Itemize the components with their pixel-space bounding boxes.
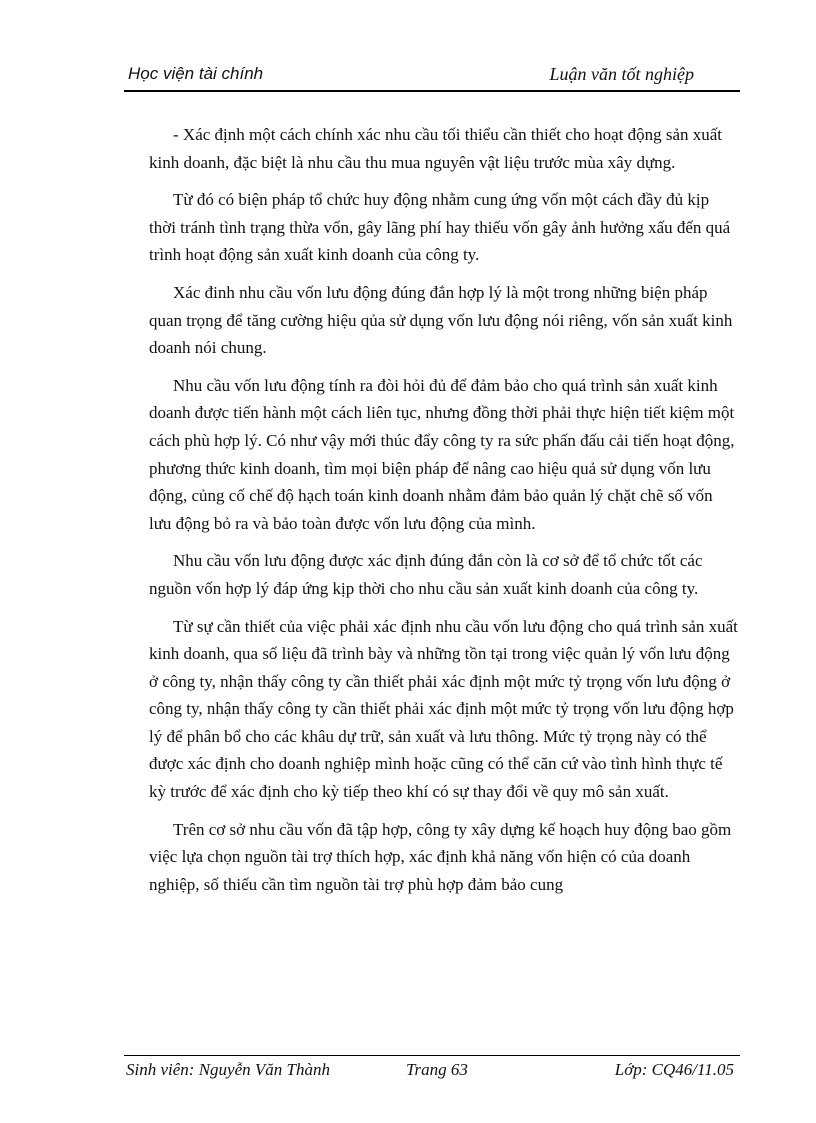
paragraph: Từ đó có biện pháp tổ chức huy động nhằm cung ứng vốn một cách đầy đủ kịp thời tránh tình trạng thừa vốn, gây lãng phí hay thiếu vốn gây ảnh hưởng xấu đến quá trình hoạt động sản xuất kinh doanh của công ty. bbox=[149, 190, 731, 265]
header-institution: Học viện tài chính bbox=[128, 64, 264, 83]
header-document-type: Luận văn tốt nghiệp bbox=[549, 64, 694, 84]
footer-page-number: Trang 63 bbox=[406, 1060, 468, 1079]
body-text bbox=[149, 121, 739, 908]
paragraph: - Xác định một cách chính xác nhu cầu tối thiểu cần thiết cho hoạt động sản xuất kinh doanh, đặc biệt là nhu cầu thu mua nguyên vật liệu trước mùa xây dựng. bbox=[149, 125, 723, 172]
footer-class: Lớp: CQ46/11.05 bbox=[614, 1060, 734, 1079]
paragraph: Nhu cầu vốn lưu động được xác định đúng đắn còn là cơ sở để tổ chức tốt các nguồn vốn hợp lý đáp ứng kịp thời cho nhu cầu sản xuất kinh doanh của công ty. bbox=[149, 551, 703, 598]
page-footer bbox=[124, 1055, 740, 1086]
paragraph: Từ sự cần thiết của việc phải xác định nhu cầu vốn lưu động cho quá trình sản xuất kinh doanh, qua số liệu đã trình bày và những tồn tại trong việc quản lý vốn lưu động ở công ty, nhận thấy công ty cần thiết phải xác định một mức tỷ trọng vốn lưu động ở công ty, nhận thấy công ty cần thiết phải xác định một mức tỷ trọng vốn lưu động hợp lý để phân bổ cho các khâu dự trữ, sản xuất và lưu thông. Mức tỷ trọng này có thể được xác định cho doanh nghiệp mình hoặc cũng có thể căn cứ vào tình hình thực tế kỳ trước để xác định cho kỳ tiếp theo khí có sự thay đổi về quy mô sản xuất. bbox=[149, 616, 738, 802]
paragraph: Xác đinh nhu cầu vốn lưu động đúng đắn hợp lý là một trong những biện pháp quan trọng để tăng cường hiệu qủa sử dụng vốn lưu động nói riêng, vốn sản xuất kinh doanh nói chung. bbox=[149, 282, 733, 358]
paragraph: Trên cơ sở nhu cầu vốn đã tập hợp, công ty xây dựng kế hoạch huy động bao gồm việc lựa chọn nguồn tài trợ thích hợp, xác định khả năng vốn hiện có của doanh nghiệp, số thiếu cần tìm nguồn tài trợ phù hợp đảm bảo cung bbox=[149, 819, 732, 894]
paragraph: Nhu cầu vốn lưu động tính ra đòi hỏi đủ để đảm bảo cho quá trình sản xuất kinh doanh được tiến hành một cách liên tục, nhưng đồng thời phải thực hiện tiết kiệm một cách phù hợp lý. Có như vậy mới thúc đẩy công ty ra sức phấn đấu cải tiến hoạt động, phương thức kinh doanh, tìm mọi biện pháp để nâng cao hiệu quả sử dụng vốn lưu động, củng cố chế độ hạch toán kinh doanh nhằm đảm bảo quản lý chặt chẽ số vốn lưu động bỏ ra và bảo toàn được vốn lưu động của mình. bbox=[149, 375, 735, 533]
page-header bbox=[124, 60, 740, 92]
footer-student: Sinh viên: Nguyễn Văn Thành bbox=[126, 1060, 330, 1079]
